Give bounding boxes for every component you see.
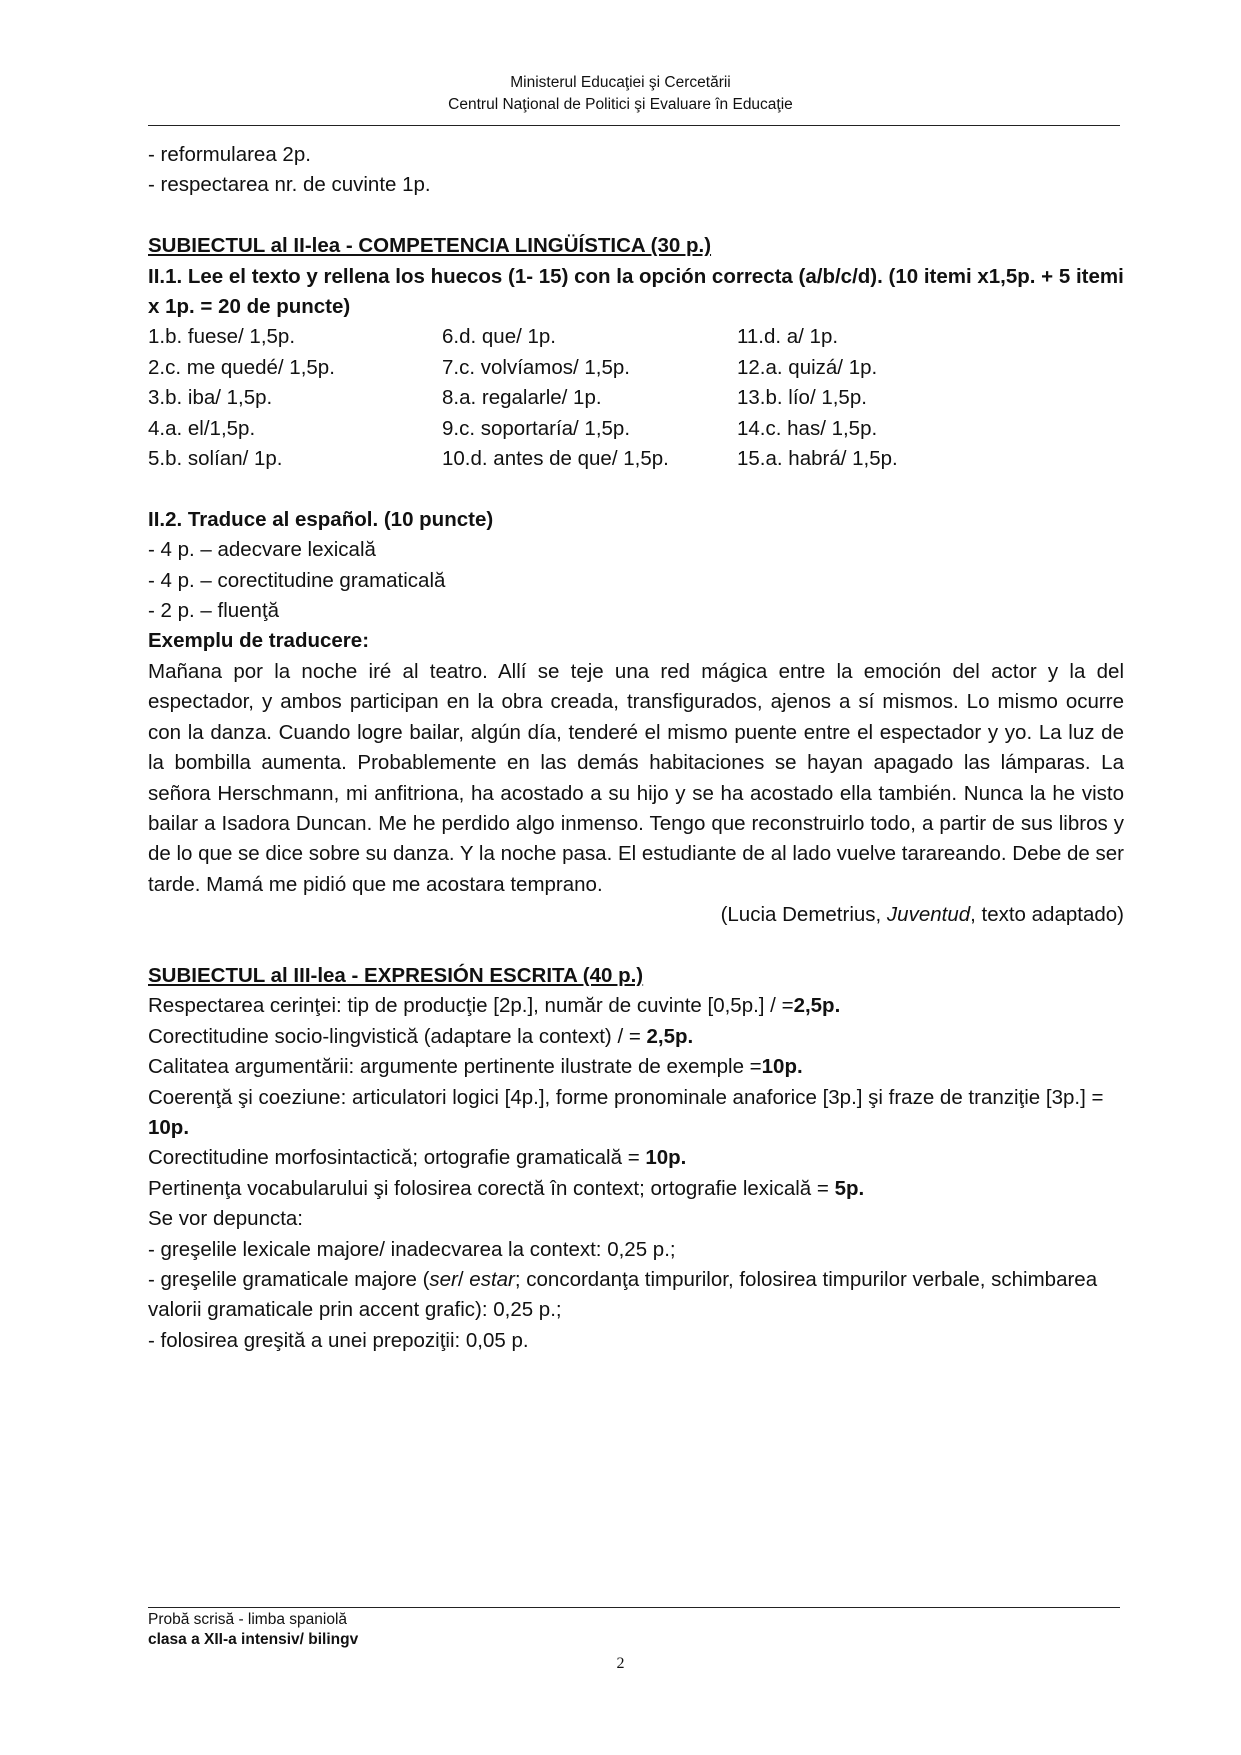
intro-line: - respectarea nr. de cuvinte 1p. xyxy=(148,173,431,197)
criteria-item: - 4 p. – corectitudine gramaticală xyxy=(148,568,446,592)
example-title: Exemplu de traducere: xyxy=(148,629,370,653)
penalty-item: - greşelile lexicale majore/ inadecvarea la context: 0,25 p.; xyxy=(148,1237,676,1261)
question-2-2-title: II.2. Traduce al español. (10 puncte) xyxy=(148,507,494,531)
answer-item: 14.c. has/ 1,5p. xyxy=(737,416,878,440)
header-divider xyxy=(148,125,1120,126)
answer-item: 15.a. habrá/ 1,5p. xyxy=(737,447,898,471)
answer-item: 6.d. que/ 1p. xyxy=(442,325,556,349)
penalty-title: Se vor depuncta: xyxy=(148,1207,303,1231)
footer-exam: Probă scrisă - limba spaniolă xyxy=(148,1611,348,1628)
document-body xyxy=(148,140,1124,1356)
grading-criterion: Calitatea argumentării: argumente pertinente ilustrate de exemple =10p. xyxy=(148,1055,803,1079)
translation-example: Mañana por la noche iré al teatro. Allí se teje una red mágica entre la emoción del actor y la del espectador, y ambos participan en la obra creada, transfigurados, ajenos a sí mismos. Lo mismo ocurre con la danza. Cuando logre bailar, algún día, tenderé el mismo puente entre el espectador y yo. La luz de la bombilla aumenta. Probablemente en las demás habitaciones se hayan apagado las lámparas. La señora Herschmann, mi anfitriona, ha acostado a su hijo y se ha acostado ella también. Nunca la he visto bailar a Isadora Duncan. Me he perdido algo inmenso. Tengo que reconstruirlo todo, a partir de sus libros y de lo que se dice sobre su danza. Y la noche pasa. El estudiante de al lado vuelve tarareando. Debe de ser tarde. Mamá me pidió que me acostara temprano. xyxy=(148,659,1124,896)
answer-item: 1.b. fuese/ 1,5p. xyxy=(148,325,296,349)
grading-criterion: Corectitudine socio-lingvistică (adaptare la context) / = 2,5p. xyxy=(148,1024,694,1048)
penalty-item: - greşelile gramaticale majore (ser/ estar; concordanţa timpurilor, folosirea timpurilor verbale, schimbarea valorii gramaticale prin accent grafic): 0,25 p.; xyxy=(148,1267,1098,1322)
answer-item: 13.b. lío/ 1,5p. xyxy=(737,386,867,410)
answer-item: 2.c. me quedé/ 1,5p. xyxy=(148,355,335,379)
answer-item: 10.d. antes de que/ 1,5p. xyxy=(442,447,669,471)
answer-item: 11.d. a/ 1p. xyxy=(737,325,839,349)
intro-line: - reformularea 2p. xyxy=(148,143,311,166)
answer-item: 3.b. iba/ 1,5p. xyxy=(148,386,273,410)
grading-criterion: Pertinenţa vocabularului şi folosirea corectă în context; ortografie lexicală = 5p. xyxy=(148,1176,865,1200)
header-center: Centrul Naţional de Politici şi Evaluare în Educaţie xyxy=(448,96,793,113)
criteria-item: - 4 p. – adecvare lexicală xyxy=(148,538,376,562)
section-3-title: SUBIECTUL al III-lea - EXPRESIÓN ESCRITA (40 p.) xyxy=(148,963,644,987)
grading-criterion: Coerenţă şi coeziune: articulatori logici [4p.], forme pronominale anaforice [3p.] şi fraze de tranziţie [3p.] = 10p. xyxy=(148,1085,1104,1139)
answer-item: 9.c. soportaría/ 1,5p. xyxy=(442,416,631,440)
citation-book-title: Juventud xyxy=(886,903,971,927)
answer-key-grid xyxy=(148,322,1124,474)
grading-criterion: Corectitudine morfosintactică; ortografie gramaticală = 10p. xyxy=(148,1146,687,1170)
penalty-item: - folosirea greşită a unei prepoziţii: 0,05 p. xyxy=(148,1328,529,1352)
citation: (Lucia Demetrius, Juventud, texto adaptado) xyxy=(720,903,1124,927)
answer-item: 7.c. volvíamos/ 1,5p. xyxy=(442,355,631,379)
header-ministry: Ministerul Educaţiei şi Cercetării xyxy=(510,74,731,91)
criteria-item: - 2 p. – fluenţă xyxy=(148,599,280,623)
page-footer xyxy=(148,1610,358,1650)
footer-divider xyxy=(148,1607,1120,1608)
footer-class: clasa a XII-a intensiv/ bilingv xyxy=(148,1631,359,1648)
page-number: 2 xyxy=(616,1655,625,1672)
answer-item: 4.a. el/1,5p. xyxy=(148,416,256,440)
answer-item: 8.a. regalarle/ 1p. xyxy=(442,386,602,410)
question-2-1-title: II.1. Lee el texto y rellena los huecos (1- 15) con la opción correcta (a/b/c/d). (10 itemi x1,5p. + 5 itemi x 1p. = 20 de puncte) xyxy=(148,264,1124,319)
grading-criterion: Respectarea cerinţei: tip de producţie [2p.], număr de cuvinte [0,5p.] / =2,5p. xyxy=(148,994,841,1018)
page-header xyxy=(0,72,1241,116)
section-2-title: SUBIECTUL al II-lea - COMPETENCIA LINGÜÍSTICA (30 p.) xyxy=(148,234,712,258)
answer-item: 12.a. quizá/ 1p. xyxy=(737,355,878,379)
answer-item: 5.b. solían/ 1p. xyxy=(148,447,283,471)
